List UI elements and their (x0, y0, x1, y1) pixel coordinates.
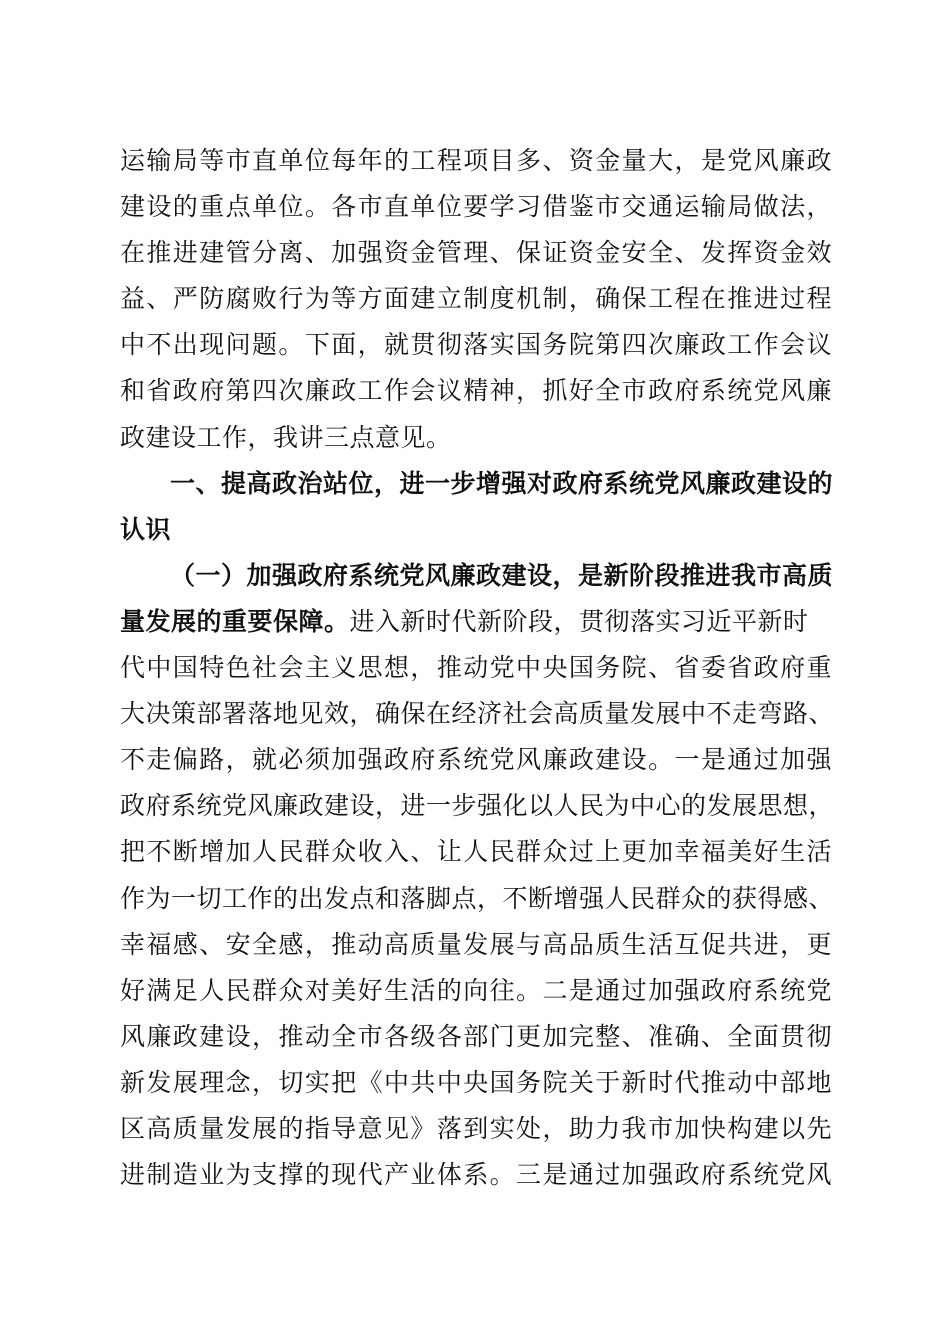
paragraph-line: 和省政府第四次廉政工作会议精神，抓好全市政府系统党风廉 (120, 376, 832, 406)
subsection-lead-end: 量发展的重要保障。 (120, 606, 350, 636)
subsection-line (120, 599, 832, 645)
paragraph-line: 政建设工作，我讲三点意见。 (120, 422, 452, 452)
section-heading-continued: 认识 (120, 514, 172, 544)
paragraph-line: 进制造业为支撑的现代产业体系。三是通过加强政府系统党风 (120, 1160, 832, 1190)
paragraph-line: 政府系统党风廉政建设，进一步强化以人民为中心的发展思想， (120, 791, 835, 821)
paragraph-line: 好满足人民群众对美好生活的向往。二是通过加强政府系统党 (120, 975, 832, 1005)
subsection-lead: （一）加强政府系统党风廉政建设，是新阶段推进我市高质 (170, 560, 834, 590)
document-body (120, 138, 835, 1198)
paragraph-line: 益、严防腐败行为等方面建立制度机制，确保工程在推进过程 (120, 284, 832, 314)
subsection-line-rest: 进入新时代新阶段，贯彻落实习近平新时 (349, 606, 809, 636)
paragraph-line: 幸福感、安全感，推动高质量发展与高品质生活互促共进，更 (120, 929, 832, 959)
paragraph-line: 风廉政建设，推动全市各级各部门更加完整、准确、全面贯彻 (120, 1021, 832, 1051)
paragraph-line: 作为一切工作的出发点和落脚点，不断增强人民群众的获得感、 (120, 883, 835, 913)
paragraph-line: 中不出现问题。下面，就贯彻落实国务院第四次廉政工作会议 (120, 330, 832, 360)
section-heading: 一、提高政治站位，进一步增强对政府系统党风廉政建设的 (170, 468, 834, 498)
paragraph-line: 区高质量发展的指导意见》落到实处，助力我市加快构建以先 (120, 1113, 832, 1143)
paragraph-line: 建设的重点单位。各市直单位要学习借鉴市交通运输局做法， (120, 192, 832, 222)
paragraph-line: 不走偏路，就必须加强政府系统党风廉政建设。一是通过加强 (120, 745, 832, 775)
paragraph-line: 大决策部署落地见效，确保在经济社会高质量发展中不走弯路、 (120, 699, 835, 729)
paragraph-line: 运输局等市直单位每年的工程项目多、资金量大，是党风廉政 (120, 146, 832, 175)
paragraph-line: 代中国特色社会主义思想，推动党中央国务院、省委省政府重 (120, 653, 832, 683)
paragraph-line: 在推进建管分离、加强资金管理、保证资金安全、发挥资金效 (120, 238, 832, 268)
paragraph-line: 把不断增加人民群众收入、让人民群众过上更加幸福美好生活 (120, 837, 832, 867)
paragraph-line: 新发展理念，切实把《中共中央国务院关于新时代推动中部地 (120, 1067, 832, 1097)
